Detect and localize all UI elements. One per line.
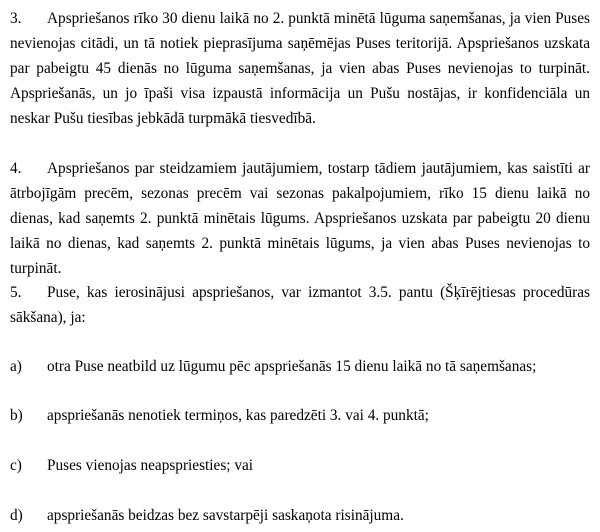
list-item-text: apspriešanās nenotiek termiņos, kas paredzēti 3. vai 4. punktā; (47, 407, 429, 424)
list-item-a (10, 354, 590, 379)
list-item-label: a) (10, 358, 22, 375)
paragraph-3 (10, 6, 590, 131)
paragraph-number: 4. (10, 160, 22, 177)
list-item-label: b) (10, 407, 23, 424)
paragraph-text: Puse, kas ierosinājusi apspriešanos, var izmantot 3.5. pantu (Šķīrējtiesas procedūras sākšana), ja: (10, 284, 590, 326)
list-item-label: c) (10, 457, 22, 474)
list-item-text: otra Puse neatbild uz lūgumu pēc apspriešanās 15 dienu laikā no tā saņemšanas; (47, 358, 537, 375)
paragraph-text: Apspriešanos rīko 30 dienu laikā no 2. punktā minētā lūguma saņemšanas, ja vien Puses nevienojas citādi, un tā notiek pieprasījuma saņēmējas Puses teritorijā. Apspriešanos uzskata par pabeigtu 45 dienās no lūguma saņemšanas, ja vien abas Puses nevienojas to turpināt. Apspriešanās, un jo īpaši visa izpaustā informācija un Pušu nostājas, ir konfidenciāla un neskar Pušu tiesības jebkādā turpmākā tiesvedībā. (10, 10, 590, 127)
list-item-c (10, 453, 590, 478)
list-item-text: apspriešanās beidzas bez savstarpēji saskaņota risinājuma. (47, 507, 404, 524)
list-item-b (10, 403, 590, 428)
paragraph-text: Apspriešanos par steidzamiem jautājumiem, tostarp tādiem jautājumiem, kas saistīti ar ātrbojīgām precēm, sezonas precēm vai sezonas pakalpojumiem, rīko 15 dienu laikā no dienas, kad saņemts 2. punktā minētais lūgums. Apspriešanos uzskata par pabeigtu 20 dienu laikā no dienas, kad saņemts 2. punktā minētais lūgums, ja vien abas Puses nevienojas to turpināt. (10, 160, 590, 277)
list-item-d (10, 503, 590, 528)
list-item-text: Puses vienojas neapspriesties; vai (47, 457, 254, 474)
paragraph-number: 5. (10, 284, 22, 301)
paragraph-number: 3. (10, 10, 22, 27)
list-item-label: d) (10, 507, 23, 524)
paragraph-4 (10, 156, 590, 281)
paragraph-5 (10, 280, 590, 330)
